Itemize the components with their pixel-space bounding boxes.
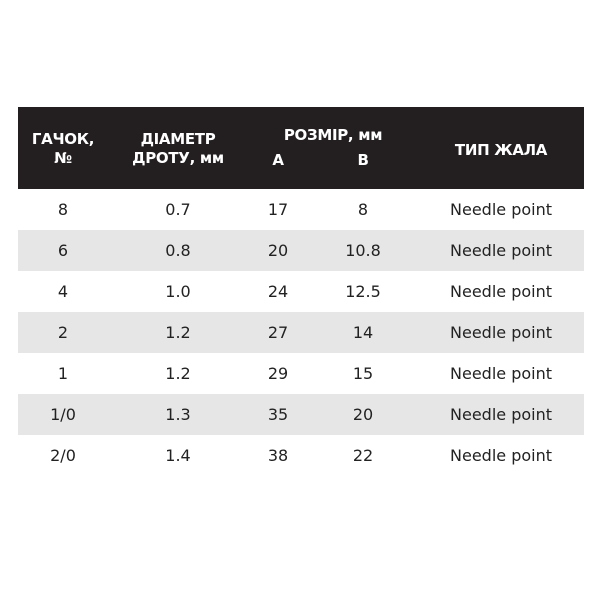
size-b-cell: 14 bbox=[308, 312, 418, 353]
table-row bbox=[18, 353, 584, 394]
wire-diameter-cell: 1.4 bbox=[108, 435, 248, 476]
wire-diameter-cell: 1.2 bbox=[108, 353, 248, 394]
size-b-cell: 20 bbox=[308, 394, 418, 435]
size-a-cell: 17 bbox=[248, 189, 308, 230]
point-type-cell: Needle point bbox=[418, 271, 584, 312]
hook-number-cell: 2/0 bbox=[18, 435, 108, 476]
table-row bbox=[18, 271, 584, 312]
hook-number-cell: 8 bbox=[18, 189, 108, 230]
header-wire-diameter bbox=[108, 107, 248, 189]
wire-diameter-cell: 1.0 bbox=[108, 271, 248, 312]
wire-diameter-cell: 0.7 bbox=[108, 189, 248, 230]
table-row bbox=[18, 312, 584, 353]
table-body bbox=[18, 189, 584, 476]
hook-spec-table bbox=[18, 107, 584, 476]
header-point-type: ТИП ЖАЛА bbox=[418, 107, 584, 189]
hook-number-cell: 2 bbox=[18, 312, 108, 353]
point-type-cell: Needle point bbox=[418, 435, 584, 476]
point-type-cell: Needle point bbox=[418, 189, 584, 230]
size-b-cell: 22 bbox=[308, 435, 418, 476]
header-size-b: B bbox=[308, 147, 418, 189]
header-hook-number bbox=[18, 107, 108, 189]
hook-number-cell: 6 bbox=[18, 230, 108, 271]
size-a-cell: 35 bbox=[248, 394, 308, 435]
hook-number-cell: 1 bbox=[18, 353, 108, 394]
size-a-cell: 20 bbox=[248, 230, 308, 271]
point-type-cell: Needle point bbox=[418, 353, 584, 394]
table-row bbox=[18, 394, 584, 435]
size-b-cell: 8 bbox=[308, 189, 418, 230]
size-a-cell: 29 bbox=[248, 353, 308, 394]
size-a-cell: 38 bbox=[248, 435, 308, 476]
hook-number-cell: 1/0 bbox=[18, 394, 108, 435]
point-type-cell: Needle point bbox=[418, 312, 584, 353]
table-row bbox=[18, 230, 584, 271]
point-type-cell: Needle point bbox=[418, 394, 584, 435]
header-hook-label: ГАЧОК, № bbox=[31, 130, 95, 167]
header-size: РОЗМІР, мм bbox=[248, 107, 418, 147]
table-header bbox=[18, 107, 584, 189]
table-row bbox=[18, 435, 584, 476]
point-type-cell: Needle point bbox=[418, 230, 584, 271]
size-b-cell: 10.8 bbox=[308, 230, 418, 271]
hook-number-cell: 4 bbox=[18, 271, 108, 312]
wire-diameter-cell: 1.3 bbox=[108, 394, 248, 435]
wire-diameter-cell: 0.8 bbox=[108, 230, 248, 271]
size-a-cell: 27 bbox=[248, 312, 308, 353]
header-size-a: A bbox=[248, 147, 308, 189]
header-diameter-label: ДІАМЕТР ДРОТУ, мм bbox=[132, 130, 224, 167]
wire-diameter-cell: 1.2 bbox=[108, 312, 248, 353]
size-b-cell: 15 bbox=[308, 353, 418, 394]
size-a-cell: 24 bbox=[248, 271, 308, 312]
table-row bbox=[18, 189, 584, 230]
size-b-cell: 12.5 bbox=[308, 271, 418, 312]
